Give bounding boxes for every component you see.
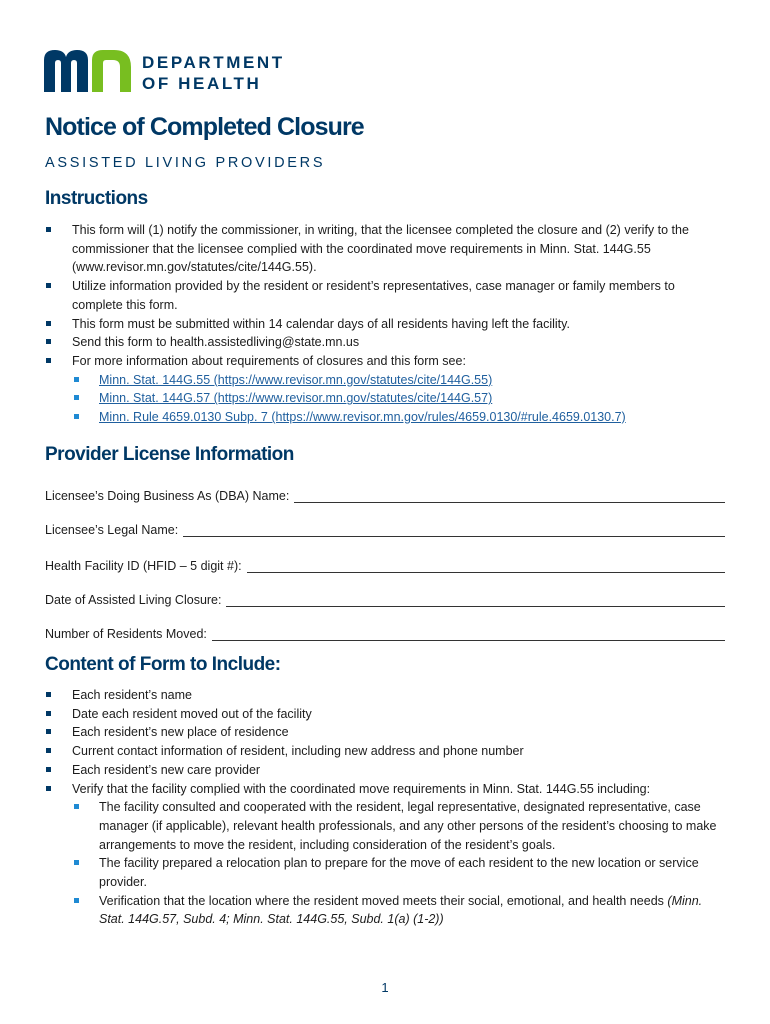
list-item: Current contact information of resident, including new address and phone number: [45, 742, 725, 761]
instructions-list: [45, 221, 725, 427]
department-name: [142, 52, 285, 94]
list-item: Each resident’s new care provider: [45, 761, 725, 780]
logo-line-1: DEPARTMENT: [142, 53, 285, 72]
content-list: [45, 686, 725, 929]
page-subtitle: ASSISTED LIVING PROVIDERS: [45, 155, 326, 171]
closure-date-field: [45, 587, 725, 607]
link-144g57[interactable]: Minn. Stat. 144G.57 (https://www.revisor.mn.gov/statutes/cite/144G.57): [99, 391, 493, 406]
list-item: This form will (1) notify the commissioner, in writing, that the licensee completed the closure and (2) verify to the commissioner that the licensee complied with the coordinated move requirements in Minn. Stat. 144G.55 (www.revisor.mn.gov/statutes/cite/144G.55).: [45, 221, 725, 277]
mn-logo-icon: [44, 50, 132, 92]
residents-moved-input-line[interactable]: [212, 626, 725, 641]
hfid-field: [45, 553, 725, 573]
instructions-heading: Instructions: [45, 188, 148, 209]
list-item: Send this form to health.assistedliving@state.mn.us: [45, 333, 725, 352]
field-label: Date of Assisted Living Closure:: [45, 593, 222, 607]
legal-name-field: [45, 517, 725, 537]
page-number: 1: [381, 980, 389, 995]
field-label: Licensee’s Legal Name:: [45, 523, 179, 537]
list-item: [72, 892, 725, 929]
mdh-logo: [44, 50, 304, 95]
dba-name-input-line[interactable]: [294, 488, 725, 503]
hfid-input-line[interactable]: [247, 558, 725, 573]
closure-date-input-line[interactable]: [226, 592, 725, 607]
dba-name-field: [45, 483, 725, 503]
license-heading: Provider License Information: [45, 444, 294, 465]
list-item: This form must be submitted within 14 calendar days of all residents having left the facility.: [45, 315, 725, 334]
list-item: Each resident’s name: [45, 686, 725, 705]
list-item-text: Verification that the location where the resident moved meets their social, emotional, and health needs: [99, 893, 664, 908]
list-item: Date each resident moved out of the facility: [45, 705, 725, 724]
list-item: The facility prepared a relocation plan to prepare for the move of each resident to the new location or service provider.: [72, 854, 725, 891]
field-label: Number of Residents Moved:: [45, 627, 207, 641]
list-item-text: Verify that the facility complied with the coordinated move requirements in Minn. Stat. 144G.55 including:: [72, 781, 651, 796]
list-item: [45, 352, 725, 427]
link-144g55[interactable]: Minn. Stat. 144G.55 (https://www.revisor.mn.gov/statutes/cite/144G.55): [99, 372, 493, 387]
statute-citation: (Minn. Stat. 144G.57, Subd. 4; Minn. Stat. 144G.55, Subd. 1(a) (1-2)): [99, 893, 703, 927]
content-heading: Content of Form to Include:: [45, 654, 281, 675]
field-label: Licensee’s Doing Business As (DBA) Name:: [45, 489, 290, 503]
list-item: The facility consulted and cooperated with the resident, legal representative, designated representative, case manager (if applicable), relevant health professionals, and any other persons of the resident’s choosing to make arrangements to move the resident, including consideration of the resident’s goals.: [72, 798, 725, 854]
residents-moved-field: [45, 621, 725, 641]
link-rule-4659[interactable]: Minn. Rule 4659.0130 Subp. 7 (https://www.revisor.mn.gov/rules/4659.0130/#rule.4659.0130.7): [99, 410, 626, 425]
reference-links: [72, 371, 725, 427]
logo-line-2: OF HEALTH: [142, 74, 262, 93]
content-sublist: [72, 798, 725, 929]
list-item: [72, 389, 725, 408]
list-item: [72, 371, 725, 390]
field-label: Health Facility ID (HFID – 5 digit #):: [45, 559, 242, 573]
legal-name-input-line[interactable]: [183, 522, 725, 537]
list-item: [45, 780, 725, 930]
list-item: Utilize information provided by the resident or resident’s representatives, case manager or family members to complete this form.: [45, 277, 725, 314]
list-item-text: For more information about requirements of closures and this form see:: [72, 353, 466, 368]
list-item: [72, 408, 725, 427]
page-title: Notice of Completed Closure: [45, 113, 364, 141]
list-item: Each resident’s new place of residence: [45, 723, 725, 742]
